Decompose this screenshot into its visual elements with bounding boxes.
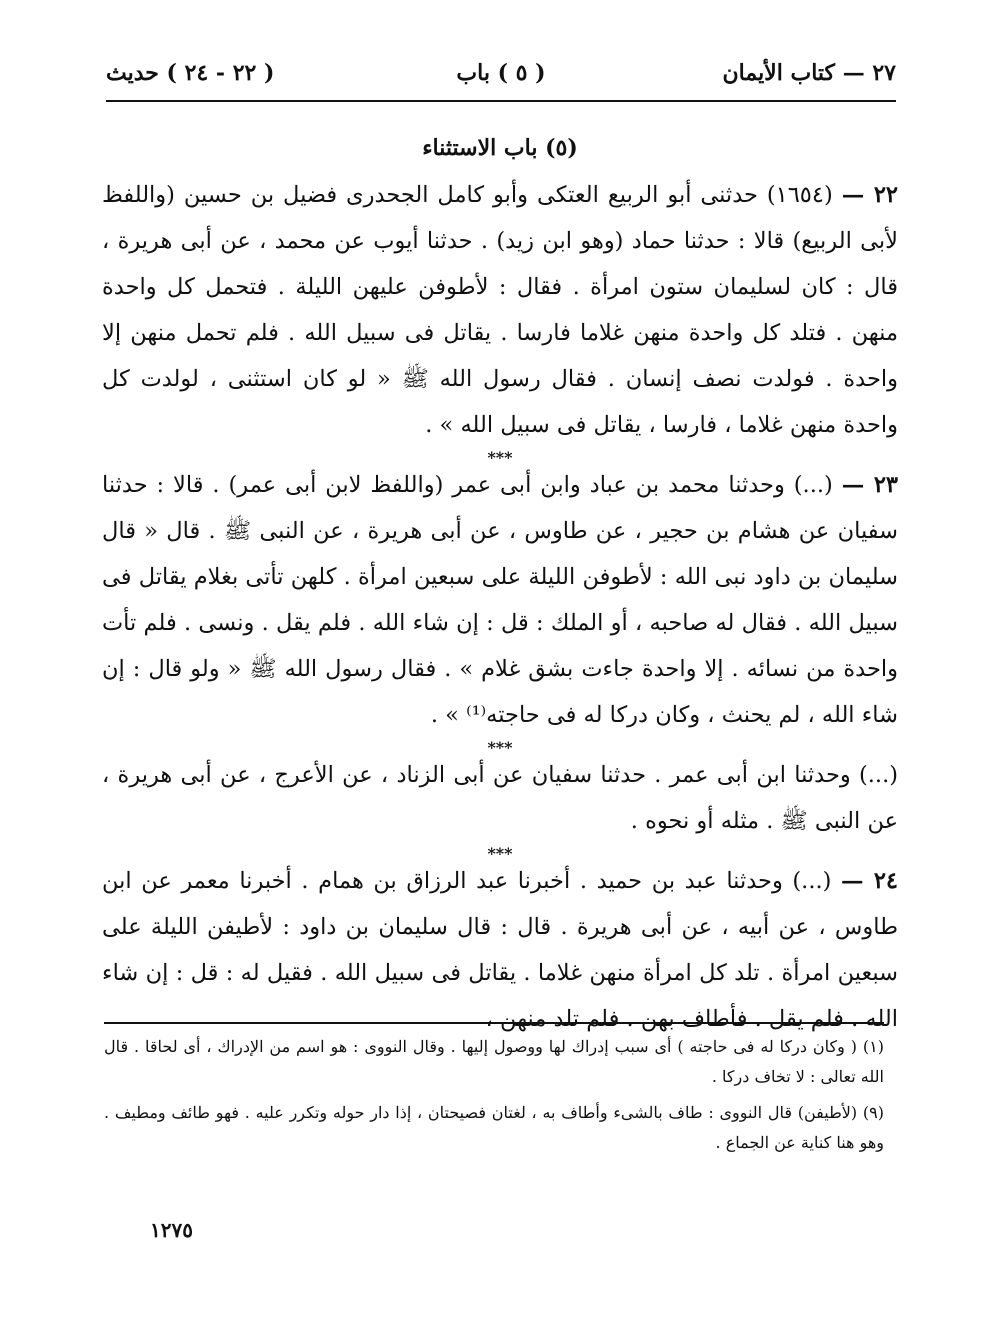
running-header bbox=[106, 52, 896, 102]
hadith-22 bbox=[102, 172, 898, 448]
page-number: ١٢٧٥ bbox=[150, 1218, 193, 1242]
hadith-number: ٢٤ — bbox=[841, 868, 898, 894]
hadith-23 bbox=[102, 462, 898, 738]
footnote-9: (٩) (لأطيفن) قال النووى : طاف بالشىء وأطاف به ، لغتان فصيحتان ، إذا دار حوله وتكرر عليه . فهو طائف ومطيف . وهو هنا كناية عن الجماع . bbox=[104, 1103, 884, 1152]
section-separator: *** bbox=[487, 844, 513, 863]
hadith-24 bbox=[102, 858, 898, 1042]
hadith-text: (...) وحدثنا محمد بن عباد وابن أبى عمر (واللفظ لابن أبى عمر) . قالا : حدثنا سفيان عن هشام بن حجير ، عن طاوس ، عن أبى هريرة ، عن النبى ﷺ . قال « قال سليمان بن داود نبى الله : لأطوفن الليلة على سبعين امرأة . كلهن تأتى بغلام يقاتل فى سبيل الله . فقال له صاحبه ، أو الملك : قل : إن شاء الله . فلم يقل . ونسى . فلم تأت واحدة من نسائه . إلا واحدة جاءت بشق غلام » . فقال رسول الله ﷺ « ولو قال : إن شاء الله ، لم يحنث ، وكان دركا له فى حاجته⁽¹⁾ » . bbox=[102, 472, 898, 728]
hadith-text: (...) وحدثنا عبد بن حميد . أخبرنا عبد الرزاق بن همام . أخبرنا معمر عن ابن طاوس ، عن أبيه ، عن أبى هريرة . قال : قال سليمان بن داود : لأطيفن الليلة على سبعين امرأة . تلد كل امرأة منهن غلاما . يقاتل فى سبيل الله . فقيل له : قل : إن شاء الله . فلم يقل . فأطاف بهن . فلم تلد منهن ، bbox=[102, 868, 898, 1032]
footnotes bbox=[104, 1022, 884, 1164]
section-separator: *** bbox=[487, 448, 513, 467]
header-book-title: ٢٧ — كتاب الأيمان bbox=[722, 60, 896, 86]
footnote-1: (١) ( وكان دركا له فى حاجته ) أى سبب إدراك لها ووصول إليها . وقال النووى : هو اسم من الإدراك ، أى لحاقا . قال الله تعالى : لا تخاف دركا . bbox=[104, 1037, 884, 1086]
chapter-title: (٥) باب الاستثناء bbox=[422, 135, 578, 161]
hadith-23-variant bbox=[102, 752, 898, 844]
hadith-text: (...) وحدثنا ابن أبى عمر . حدثنا سفيان عن أبى الزناد ، عن الأعرج ، عن أبى هريرة ، عن النبى ﷺ . مثله أو نحوه . bbox=[102, 762, 898, 834]
section-separator: *** bbox=[487, 738, 513, 757]
header-chapter: ( ٥ ) باب bbox=[456, 60, 546, 86]
header-hadith-range: ( ٢٢ - ٢٤ ) حديث bbox=[106, 60, 275, 86]
main-text bbox=[102, 128, 898, 1042]
hadith-text: (١٦٥٤) حدثنى أبو الربيع العتكى وأبو كامل الجحدرى فضيل بن حسين (واللفظ لأبى الربيع) قالا : حدثنا حماد (وهو ابن زيد) . حدثنا أيوب عن محمد ، عن أبى هريرة ، قال : كان لسليمان ستون امرأة . فقال : لأطوفن عليهن الليلة . فتحمل كل واحدة منهن . فتلد كل واحدة منهن غلاما فارسا . يقاتل فى سبيل الله . فلم تحمل منهن إلا واحدة . فولدت نصف إنسان . فقال رسول الله ﷺ « لو كان استثنى ، لولدت كل واحدة منهن غلاما ، فارسا ، يقاتل فى سبيل الله » . bbox=[102, 182, 898, 438]
hadith-number: ٢٢ — bbox=[841, 182, 898, 208]
hadith-number: ٢٣ — bbox=[841, 472, 898, 498]
